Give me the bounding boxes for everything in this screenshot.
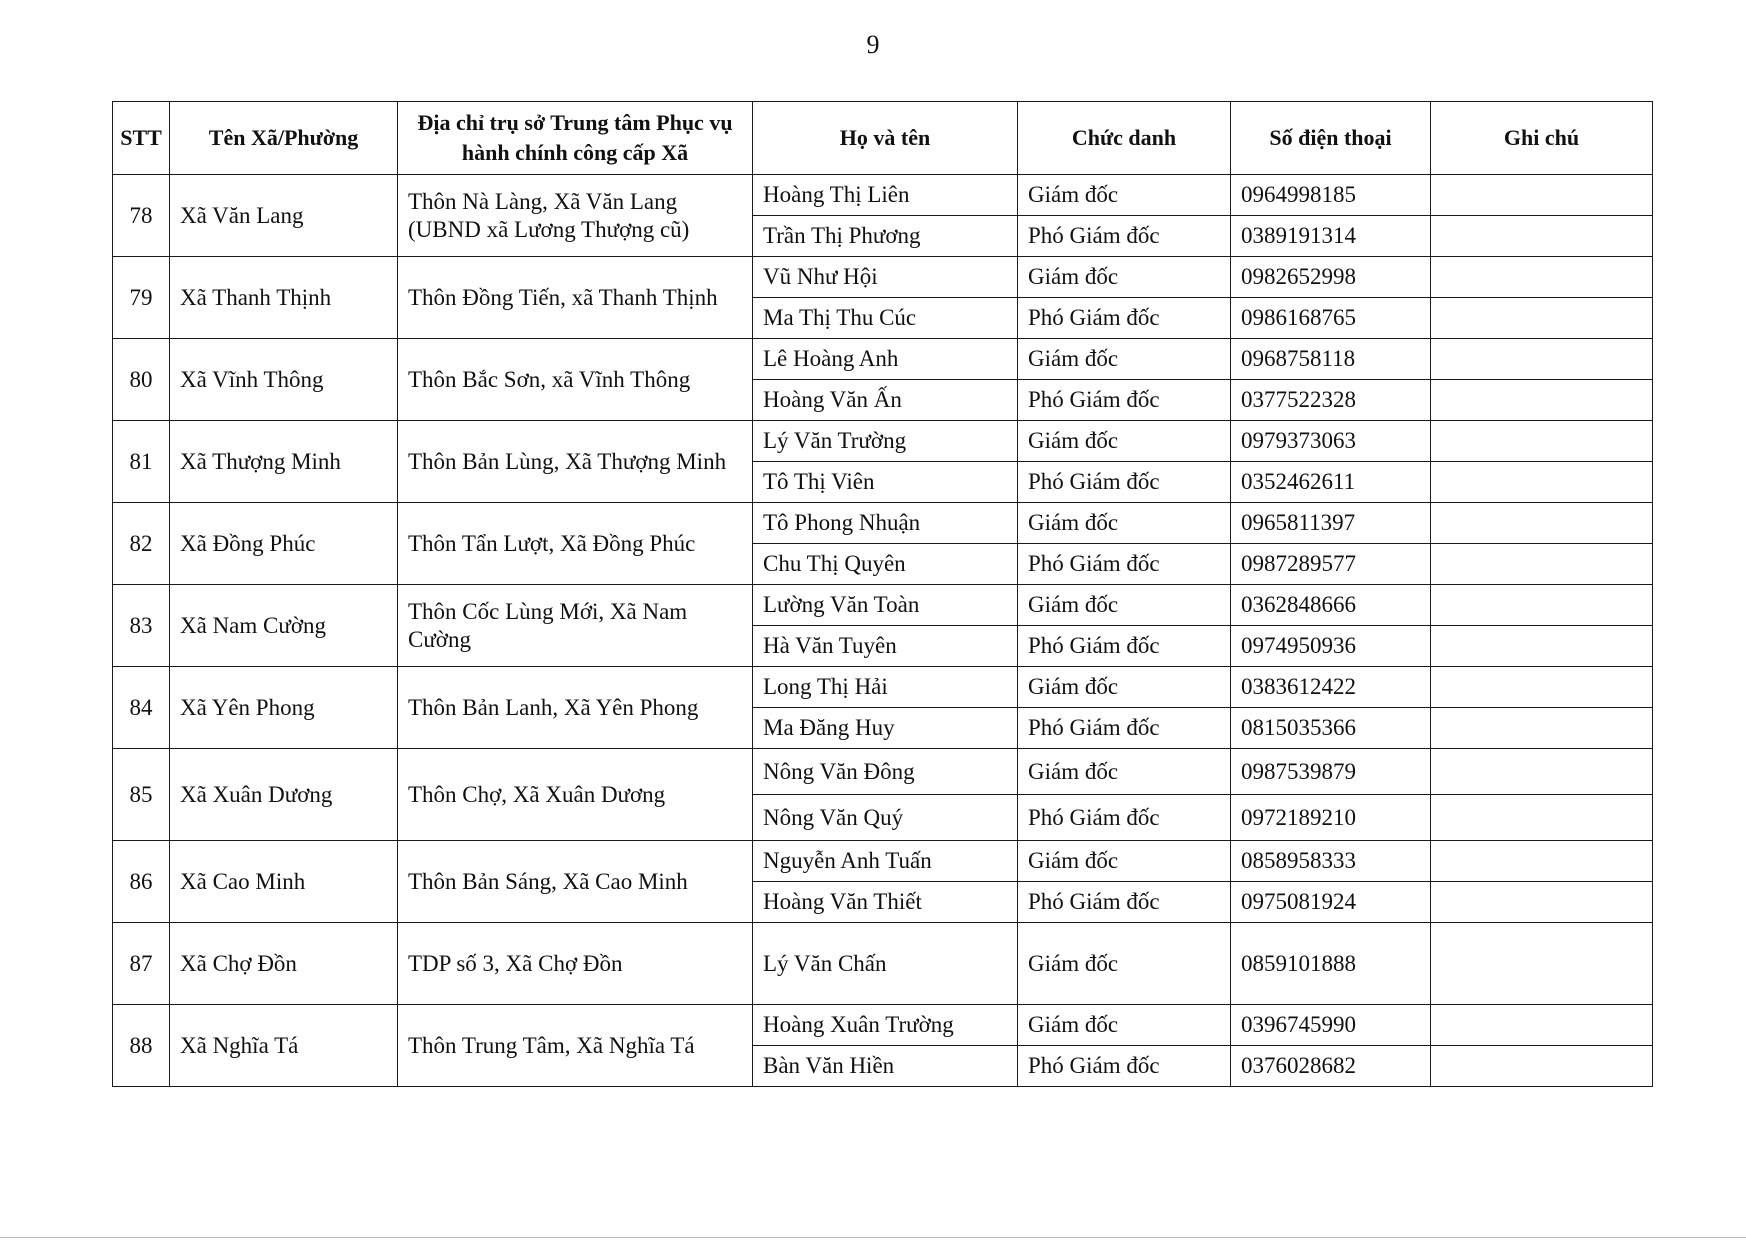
note-cell: [1431, 462, 1653, 503]
roster-table: [112, 101, 1653, 1087]
person-name-cell: Lê Hoàng Anh: [753, 339, 1018, 380]
address-cell: Thôn Bắc Sơn, xã Vĩnh Thông: [398, 339, 753, 421]
header-row: [113, 102, 1653, 175]
address-cell: Thôn Chợ, Xã Xuân Dương: [398, 749, 753, 841]
person-name-cell: Lý Văn Chấn: [753, 923, 1018, 1005]
note-cell: [1431, 380, 1653, 421]
person-title-cell: Phó Giám đốc: [1018, 544, 1231, 585]
person-title-cell: Giám đốc: [1018, 421, 1231, 462]
table-row: [113, 749, 1653, 795]
phone-cell: 0968758118: [1231, 339, 1431, 380]
stt-cell: 80: [113, 339, 170, 421]
stt-cell: 83: [113, 585, 170, 667]
person-title-cell: Giám đốc: [1018, 257, 1231, 298]
note-cell: [1431, 544, 1653, 585]
note-cell: [1431, 339, 1653, 380]
address-cell: Thôn Nà Làng, Xã Văn Lang (UBND xã Lương Thượng cũ): [398, 175, 753, 257]
address-cell: Thôn Bản Lanh, Xã Yên Phong: [398, 667, 753, 749]
person-title-cell: Phó Giám đốc: [1018, 626, 1231, 667]
phone-cell: 0975081924: [1231, 882, 1431, 923]
person-name-cell: Hoàng Thị Liên: [753, 175, 1018, 216]
page-number: 9: [866, 30, 880, 59]
phone-cell: 0377522328: [1231, 380, 1431, 421]
phone-cell: 0396745990: [1231, 1005, 1431, 1046]
stt-cell: 81: [113, 421, 170, 503]
commune-cell: Xã Văn Lang: [170, 175, 398, 257]
person-name-cell: Nguyễn Anh Tuấn: [753, 841, 1018, 882]
person-title-cell: Phó Giám đốc: [1018, 1046, 1231, 1087]
commune-cell: Xã Chợ Đồn: [170, 923, 398, 1005]
person-name-cell: Long Thị Hải: [753, 667, 1018, 708]
phone-cell: 0987289577: [1231, 544, 1431, 585]
person-name-cell: Chu Thị Quyên: [753, 544, 1018, 585]
person-name-cell: Trần Thị Phương: [753, 216, 1018, 257]
note-cell: [1431, 257, 1653, 298]
person-name-cell: Ma Thị Thu Cúc: [753, 298, 1018, 339]
person-title-cell: Phó Giám đốc: [1018, 380, 1231, 421]
person-title-cell: Giám đốc: [1018, 339, 1231, 380]
phone-cell: 0376028682: [1231, 1046, 1431, 1087]
table-row: [113, 585, 1653, 626]
commune-cell: Xã Vĩnh Thông: [170, 339, 398, 421]
stt-cell: 87: [113, 923, 170, 1005]
address-cell: Thôn Bản Sáng, Xã Cao Minh: [398, 841, 753, 923]
commune-cell: Xã Đồng Phúc: [170, 503, 398, 585]
person-name-cell: Tô Thị Viên: [753, 462, 1018, 503]
header-address: Địa chỉ trụ sở Trung tâm Phục vụ hành chính công cấp Xã: [398, 102, 753, 175]
phone-cell: 0859101888: [1231, 923, 1431, 1005]
table-row: [113, 923, 1653, 1005]
header-stt: STT: [113, 102, 170, 175]
commune-cell: Xã Nam Cường: [170, 585, 398, 667]
note-cell: [1431, 795, 1653, 841]
address-cell: Thôn Trung Tâm, Xã Nghĩa Tá: [398, 1005, 753, 1087]
note-cell: [1431, 1046, 1653, 1087]
phone-cell: 0987539879: [1231, 749, 1431, 795]
note-cell: [1431, 626, 1653, 667]
person-title-cell: Giám đốc: [1018, 841, 1231, 882]
note-cell: [1431, 1005, 1653, 1046]
roster-body: [113, 175, 1653, 1087]
address-cell: TDP số 3, Xã Chợ Đồn: [398, 923, 753, 1005]
phone-cell: 0974950936: [1231, 626, 1431, 667]
person-name-cell: Nông Văn Đông: [753, 749, 1018, 795]
header-commune: Tên Xã/Phường: [170, 102, 398, 175]
person-title-cell: Giám đốc: [1018, 667, 1231, 708]
note-cell: [1431, 585, 1653, 626]
commune-cell: Xã Cao Minh: [170, 841, 398, 923]
stt-cell: 88: [113, 1005, 170, 1087]
phone-cell: 0986168765: [1231, 298, 1431, 339]
note-cell: [1431, 421, 1653, 462]
header-name: Họ và tên: [753, 102, 1018, 175]
person-title-cell: Giám đốc: [1018, 175, 1231, 216]
address-cell: Thôn Tẩn Lượt, Xã Đồng Phúc: [398, 503, 753, 585]
person-name-cell: Lý Văn Trường: [753, 421, 1018, 462]
stt-cell: 84: [113, 667, 170, 749]
note-cell: [1431, 923, 1653, 1005]
phone-cell: 0982652998: [1231, 257, 1431, 298]
commune-cell: Xã Yên Phong: [170, 667, 398, 749]
person-title-cell: Giám đốc: [1018, 503, 1231, 544]
header-note: Ghi chú: [1431, 102, 1653, 175]
phone-cell: 0979373063: [1231, 421, 1431, 462]
commune-cell: Xã Nghĩa Tá: [170, 1005, 398, 1087]
person-name-cell: Tô Phong Nhuận: [753, 503, 1018, 544]
person-name-cell: Ma Đăng Huy: [753, 708, 1018, 749]
phone-cell: 0965811397: [1231, 503, 1431, 544]
phone-cell: 0815035366: [1231, 708, 1431, 749]
phone-cell: 0352462611: [1231, 462, 1431, 503]
person-name-cell: Nông Văn Quý: [753, 795, 1018, 841]
commune-cell: Xã Thượng Minh: [170, 421, 398, 503]
stt-cell: 85: [113, 749, 170, 841]
stt-cell: 86: [113, 841, 170, 923]
person-title-cell: Phó Giám đốc: [1018, 216, 1231, 257]
address-cell: Thôn Đồng Tiến, xã Thanh Thịnh: [398, 257, 753, 339]
note-cell: [1431, 175, 1653, 216]
note-cell: [1431, 667, 1653, 708]
person-name-cell: Hoàng Xuân Trường: [753, 1005, 1018, 1046]
person-name-cell: Hà Văn Tuyên: [753, 626, 1018, 667]
header-title: Chức danh: [1018, 102, 1231, 175]
commune-cell: Xã Thanh Thịnh: [170, 257, 398, 339]
phone-cell: 0383612422: [1231, 667, 1431, 708]
stt-cell: 79: [113, 257, 170, 339]
person-name-cell: Hoàng Văn Thiết: [753, 882, 1018, 923]
table-row: [113, 503, 1653, 544]
person-title-cell: Phó Giám đốc: [1018, 795, 1231, 841]
person-title-cell: Giám đốc: [1018, 749, 1231, 795]
person-name-cell: Hoàng Văn Ấn: [753, 380, 1018, 421]
commune-cell: Xã Xuân Dương: [170, 749, 398, 841]
person-name-cell: Vũ Như Hội: [753, 257, 1018, 298]
note-cell: [1431, 708, 1653, 749]
phone-cell: 0389191314: [1231, 216, 1431, 257]
person-name-cell: Lường Văn Toàn: [753, 585, 1018, 626]
phone-cell: 0362848666: [1231, 585, 1431, 626]
header-phone: Số điện thoại: [1231, 102, 1431, 175]
phone-cell: 0858958333: [1231, 841, 1431, 882]
person-name-cell: Bàn Văn Hiền: [753, 1046, 1018, 1087]
note-cell: [1431, 298, 1653, 339]
table-row: [113, 667, 1653, 708]
phone-cell: 0972189210: [1231, 795, 1431, 841]
table-row: [113, 841, 1653, 882]
scan-edge-line: [0, 1237, 1746, 1238]
address-cell: Thôn Cốc Lùng Mới, Xã Nam Cường: [398, 585, 753, 667]
note-cell: [1431, 503, 1653, 544]
note-cell: [1431, 882, 1653, 923]
table-row: [113, 1005, 1653, 1046]
phone-cell: 0964998185: [1231, 175, 1431, 216]
person-title-cell: Phó Giám đốc: [1018, 462, 1231, 503]
person-title-cell: Phó Giám đốc: [1018, 882, 1231, 923]
person-title-cell: Phó Giám đốc: [1018, 298, 1231, 339]
address-cell: Thôn Bản Lùng, Xã Thượng Minh: [398, 421, 753, 503]
table-row: [113, 421, 1653, 462]
person-title-cell: Giám đốc: [1018, 585, 1231, 626]
stt-cell: 82: [113, 503, 170, 585]
stt-cell: 78: [113, 175, 170, 257]
person-title-cell: Phó Giám đốc: [1018, 708, 1231, 749]
person-title-cell: Giám đốc: [1018, 923, 1231, 1005]
note-cell: [1431, 216, 1653, 257]
note-cell: [1431, 749, 1653, 795]
table-row: [113, 175, 1653, 216]
table-row: [113, 257, 1653, 298]
note-cell: [1431, 841, 1653, 882]
person-title-cell: Giám đốc: [1018, 1005, 1231, 1046]
table-row: [113, 339, 1653, 380]
